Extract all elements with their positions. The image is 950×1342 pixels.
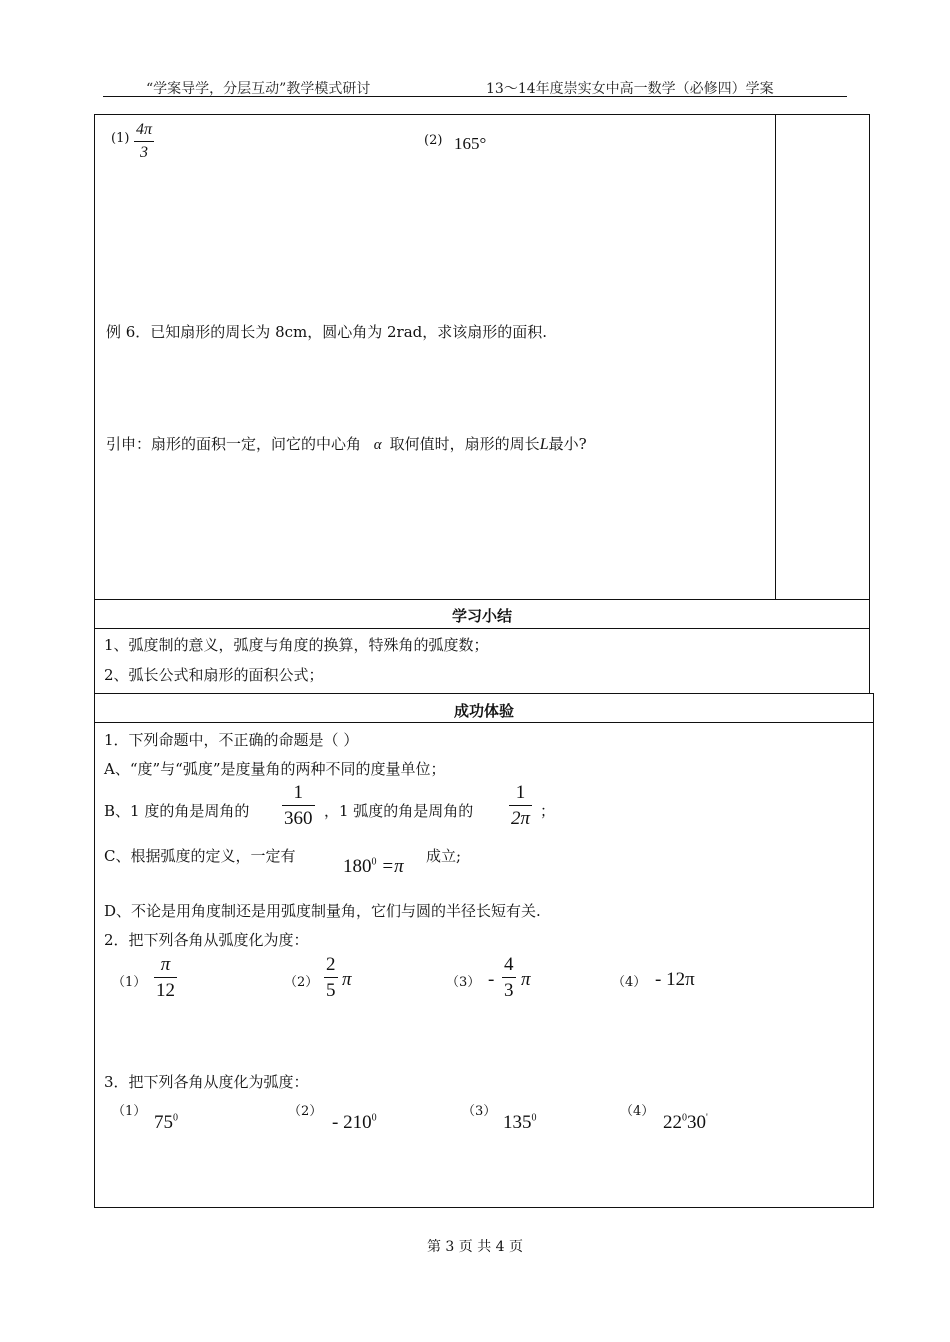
extension-mid: 取何值时，扇形的周长 xyxy=(389,435,540,453)
extension-question xyxy=(106,433,587,454)
option-B-prefix: B、1 度的角是周角的 xyxy=(104,802,250,820)
q2-item-2-denominator: 5 xyxy=(324,977,338,1000)
q1-label: (1) xyxy=(111,131,130,146)
q3-item-1-value xyxy=(154,1112,178,1134)
q3-item-4-label: （4） xyxy=(620,1104,655,1119)
summary-title: 学习小结 xyxy=(451,607,512,625)
q3-item-3-value xyxy=(503,1112,537,1134)
extension-prefix: 引申：扇形的面积一定，问它的中心角 xyxy=(106,435,362,453)
alpha-symbol: α xyxy=(373,437,382,453)
notes-column-box xyxy=(775,114,870,600)
fraction-1-denominator: 360 xyxy=(282,805,315,828)
header-rule xyxy=(103,96,847,97)
option-C-sup: 0 xyxy=(371,856,377,868)
example-6: 例 6．已知扇形的周长为 8cm，圆心角为 2rad，求该扇形的面积. xyxy=(106,323,548,341)
q2-item-3-denominator: 3 xyxy=(502,977,516,1000)
option-C-prefix: C、根据弧度的定义，一定有 xyxy=(104,847,296,865)
q2-item-3-label: （3） xyxy=(446,975,481,990)
q3-item-1-label: （1） xyxy=(112,1104,147,1119)
q2-item-1-denominator: 12 xyxy=(154,977,177,1000)
q3-item-3-sup: 0 xyxy=(531,1112,537,1124)
option-B-fraction-1 xyxy=(282,783,315,828)
header-left: “学案导学，分层互动”教学模式研讨 xyxy=(146,81,371,97)
q2-item-2-numerator: 2 xyxy=(326,954,336,975)
q2-item-1-label: （1） xyxy=(112,975,147,990)
q1-denominator: 3 xyxy=(134,141,154,161)
q3-item-3-label: （3） xyxy=(462,1104,497,1119)
q3-stem: 3．把下列各角从度化为弧度： xyxy=(104,1073,309,1091)
option-A: A、“度”与“弧度”是度量角的两种不同的度量单位； xyxy=(104,760,446,778)
q2-item-3-numerator: 4 xyxy=(504,954,514,975)
q3-item-1-base: 75 xyxy=(154,1112,173,1133)
q3-item-2-value xyxy=(332,1112,377,1134)
q3-item-4-sup: 0 xyxy=(682,1112,687,1124)
fraction-2-denominator: 2π xyxy=(509,805,532,828)
option-C-math xyxy=(343,856,404,878)
extension-suffix: 最小? xyxy=(548,435,587,453)
option-B-end: ； xyxy=(540,802,556,820)
q1-numerator: 4π xyxy=(136,121,153,138)
success-title: 成功体验 xyxy=(453,702,514,720)
work-area-box xyxy=(94,114,776,600)
q3-item-4-sup2: ' xyxy=(706,1112,708,1124)
q2-label: (2) xyxy=(424,133,443,148)
q2-value: 165° xyxy=(454,134,487,153)
option-C-end: 成立; xyxy=(426,847,462,865)
success-body-box xyxy=(94,722,874,1208)
option-C-rest: =π xyxy=(376,856,404,877)
q2-item-4-expr: - 12π xyxy=(655,969,695,990)
q2-item-1-fraction xyxy=(154,955,177,1000)
q3-item-4-value xyxy=(663,1112,708,1134)
q2-item-2-label: （2） xyxy=(284,975,319,990)
summary-item-2: 2、弧长公式和扇形的面积公式； xyxy=(104,666,324,684)
q2-item-3-sign: - xyxy=(488,969,495,990)
q2-stem: 2．把下列各角从弧度化为度： xyxy=(104,931,309,949)
q2-item-2-pi: π xyxy=(342,969,352,990)
q2-item-1-numerator: π xyxy=(160,954,171,975)
option-B xyxy=(104,800,249,821)
option-B-fraction-2 xyxy=(509,783,532,828)
fraction-1-numerator: 1 xyxy=(293,782,303,803)
q3-item-3-base: 135 xyxy=(503,1112,532,1133)
L-symbol: L xyxy=(539,436,549,453)
header-right: 13～14年度崇实女中高一数学（必修四）学案 xyxy=(486,81,774,97)
q1-fraction xyxy=(134,122,154,161)
q3-item-1-sup: 0 xyxy=(173,1112,178,1124)
option-C-base: 180 xyxy=(343,856,372,877)
summary-item-1: 1、弧度制的意义，弧度与角度的换算，特殊角的弧度数； xyxy=(104,636,489,654)
q2-item-3-pi: π xyxy=(521,969,531,990)
q2-item-2-fraction xyxy=(324,955,338,1000)
option-B-middle: ，1 弧度的角是周角的 xyxy=(324,802,474,820)
q3-item-2-sup: 0 xyxy=(371,1112,377,1124)
q2-item-4-label: （4） xyxy=(612,975,647,990)
option-D: D、不论是用角度制还是用弧度制量角，它们与圆的半径长短有关. xyxy=(104,902,541,920)
fraction-2-numerator: 1 xyxy=(515,782,526,803)
q3-item-4-base: 22 xyxy=(663,1112,682,1133)
q2-item-3-fraction xyxy=(502,955,516,1000)
q3-item-2-label: （2） xyxy=(288,1104,323,1119)
q3-item-2-base: - 210 xyxy=(332,1112,372,1133)
q3-item-4-base2: 30 xyxy=(687,1112,706,1133)
q1-stem: 1．下列命题中，不正确的命题是（ ） xyxy=(104,731,359,749)
page-footer: 第 3 页 共 4 页 xyxy=(426,1239,524,1255)
